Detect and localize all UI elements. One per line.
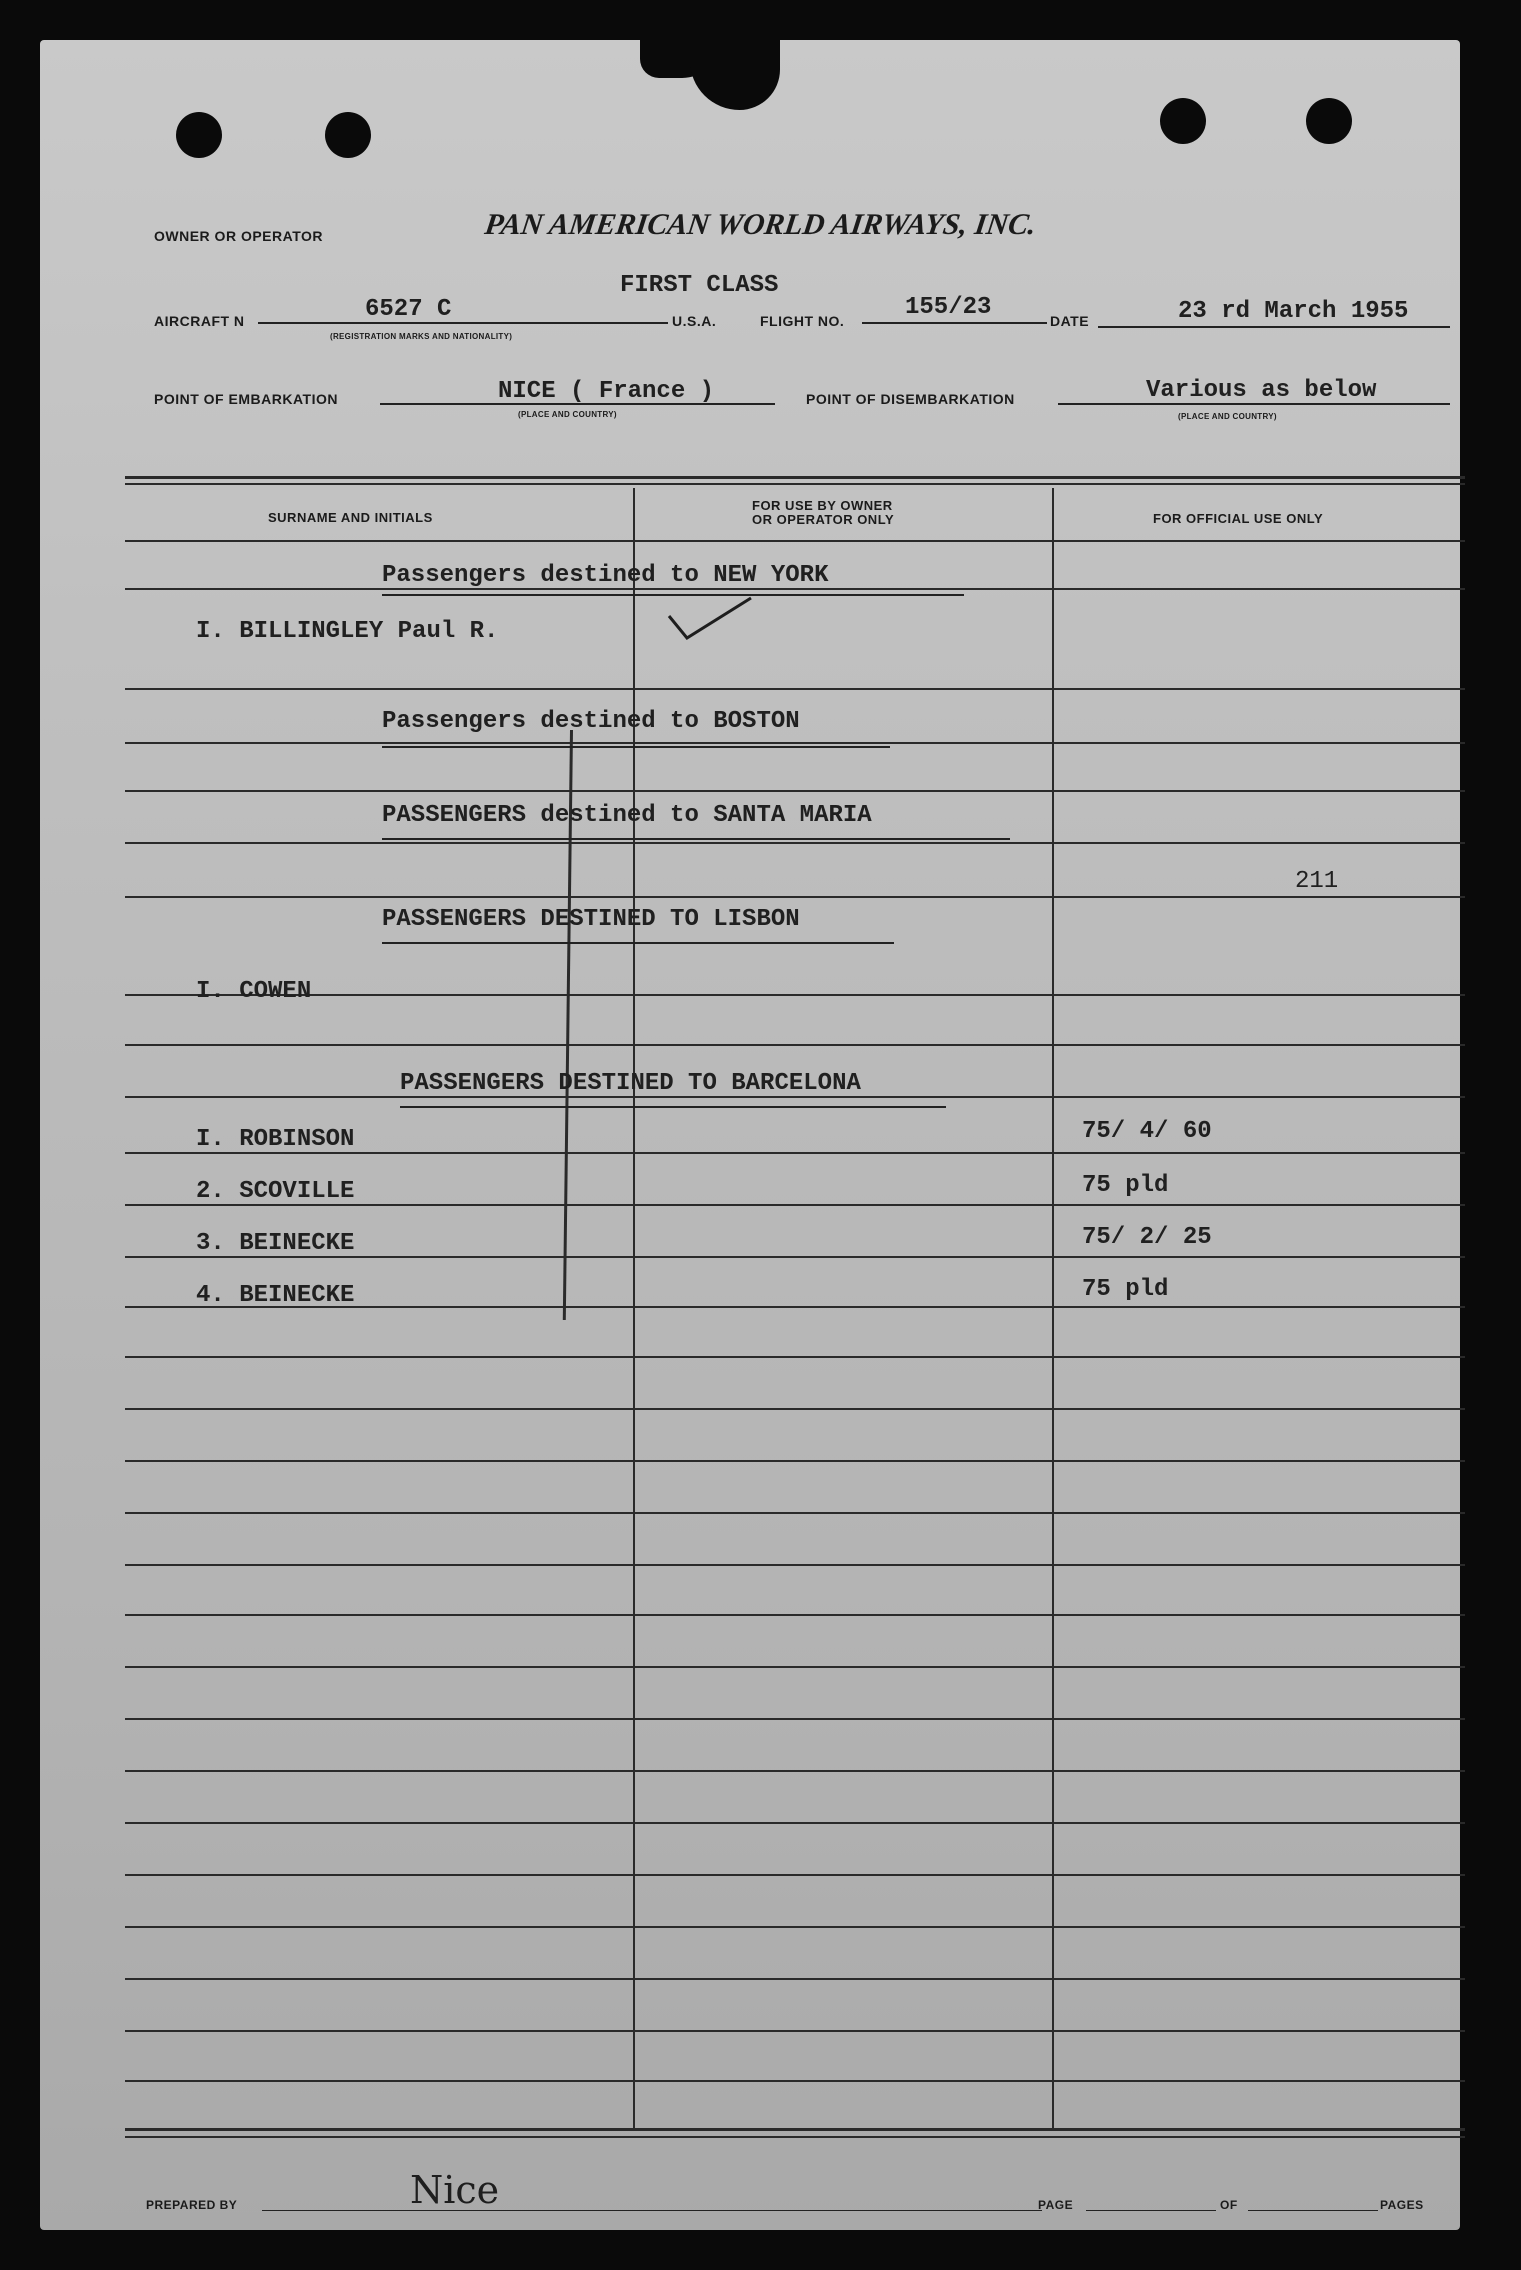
row-rule [125,1770,1465,1772]
col-surname: SURNAME AND INITIALS [268,510,433,525]
row-rule [125,1356,1465,1358]
row-rule [125,842,1465,844]
passenger-entry: 3. BEINECKE [196,1230,355,1257]
check-mark [665,596,755,642]
prepared-label: PREPARED BY [146,2198,238,2212]
table-top-rule [125,476,1465,479]
punch-hole [1306,98,1352,144]
row-rule [125,2080,1465,2082]
passenger-entry: 4. BEINECKE [196,1282,355,1309]
pages-label: PAGES [1380,2198,1424,2212]
disembark-place-caption: (PLACE AND COUNTRY) [1178,412,1277,421]
row-rule [125,742,1465,744]
passenger-entry: I. BILLINGLEY Paul R. [196,618,499,645]
destination-heading: PASSENGERS DESTINED TO LISBON [382,906,800,933]
flight-label: FLIGHT NO. [760,313,845,329]
row-rule [125,1460,1465,1462]
col-official: FOR OFFICIAL USE ONLY [1153,511,1324,526]
row-rule [125,1926,1465,1928]
official-entry: 75 pld [1082,1172,1169,1199]
date-value: 23 rd March 1955 [1178,298,1409,325]
flight-value: 155/23 [905,294,992,321]
destination-heading: Passengers destined to NEW YORK [382,562,829,589]
table-bottom-rule [125,2136,1465,2138]
row-rule [125,994,1465,996]
passenger-entry: I. ROBINSON [196,1126,355,1153]
prepared-value: Nice [410,2168,500,2212]
row-rule [125,1874,1465,1876]
passenger-entry: 2. SCOVILLE [196,1178,355,1205]
passenger-entry: I. COWEN [196,978,312,1005]
row-rule [125,1512,1465,1514]
page-label: PAGE [1038,2198,1074,2212]
owner-label: OWNER OR OPERATOR [154,228,323,244]
class-heading: FIRST CLASS [620,272,779,299]
official-entry: 75 pld [1082,1276,1169,1303]
official-note: 211 [1295,868,1339,895]
row-rule [125,2030,1465,2032]
table-bottom-rule [125,2128,1465,2131]
row-rule [125,1614,1465,1616]
punch-hole [176,112,222,158]
col-owner-use-1: FOR USE BY OWNER [752,498,893,513]
official-entry: 75/ 4/ 60 [1082,1118,1212,1145]
row-rule [125,790,1465,792]
destination-heading: PASSENGERS DESTINED TO BARCELONA [400,1070,861,1097]
aircraft-label: AIRCRAFT N [154,313,245,329]
row-rule [125,896,1465,898]
row-rule [125,1564,1465,1566]
punch-hole [325,112,371,158]
row-rule [125,1978,1465,1980]
registration-caption: (REGISTRATION MARKS AND NATIONALITY) [330,332,513,341]
owner-name: PAN AMERICAN WORLD AIRWAYS, INC. [482,208,1039,241]
usa-label: U.S.A. [672,313,717,329]
embark-label: POINT OF EMBARKATION [154,391,338,407]
column-divider [1052,488,1054,2128]
embark-value: NICE ( France ) [498,378,715,405]
destination-heading: Passengers destined to BOSTON [382,708,800,735]
row-rule [125,1666,1465,1668]
date-label: DATE [1050,313,1090,329]
row-rule [125,1044,1465,1046]
punch-hole [1160,98,1206,144]
aircraft-value: 6527 C [365,296,452,323]
destination-heading: PASSENGERS destined to SANTA MARIA [382,802,872,829]
official-entry: 75/ 2/ 25 [1082,1224,1212,1251]
col-owner-use-2: OR OPERATOR ONLY [752,512,895,527]
row-rule [125,1718,1465,1720]
disembark-value: Various as below [1146,377,1377,404]
embark-place-caption: (PLACE AND COUNTRY) [518,410,617,419]
row-rule [125,1408,1465,1410]
row-rule [125,540,1465,542]
row-rule [125,688,1465,690]
of-label: OF [1220,2198,1238,2212]
disembark-label: POINT OF DISEMBARKATION [806,391,1015,407]
table-top-rule [125,483,1465,485]
row-rule [125,1822,1465,1824]
